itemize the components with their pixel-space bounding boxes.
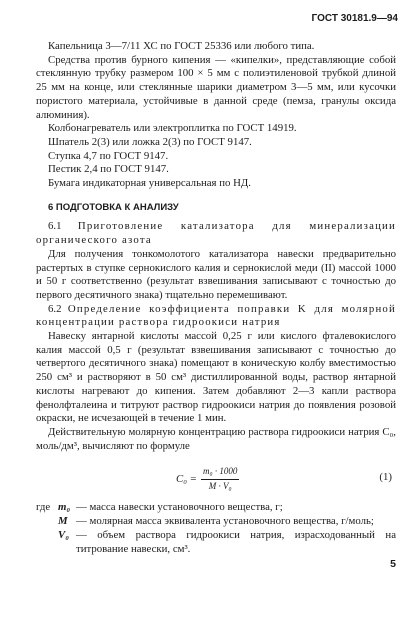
- paragraph-heater: Колбонагреватель или электроплитка по ГОСТ 14919.: [48, 122, 297, 135]
- subsection-title: Приготовление катализатора для минерализации органического азота: [36, 220, 396, 247]
- subsection-6-2-text: Навеску янтарной кислоты массой 0,25 г или кислого фталевокислого калия массой 0,5 г (результат взвешивания записывают с точностью до четвертого десятичного знака) помещают в коническую колбу вместимостью 250 см³ и растворяют в 50 см³ дистиллированной воды, раствор янтарной кислоты нагревают до кипения. Затем добавляют 2—3 капли раствора фенолфталеина и титруют раствор гидроокиси натрия до появления розовой окраски, не исчезающей в течение 1 мин.: [36, 330, 396, 425]
- formula: [176, 465, 239, 493]
- subsection-title: Определение коэффициента поправки K для молярной концентрации раствора гидроокиси натрия: [36, 302, 397, 329]
- standard-header: ГОСТ 30181.9—94: [311, 13, 398, 24]
- paragraph-indicator-paper: Бумага индикаторная универсальная по НД.: [48, 177, 251, 190]
- paragraph-mortar: Ступка 4,7 по ГОСТ 9147.: [48, 149, 169, 162]
- where-label: где: [36, 501, 51, 514]
- formula-numerator: m₀ · 1000: [201, 465, 239, 480]
- formula-number: (1): [379, 471, 392, 484]
- subsection-6-2-heading: [36, 303, 396, 330]
- definition-text: — объем раствора гидроокиси натрия, израсходованный на титрование навески, см³.: [76, 528, 396, 555]
- paragraph-dropper: Капельница 3—7/11 ХС по ГОСТ 25336 или любого типа.: [48, 40, 315, 52]
- subsection-6-1-text: Для получения тонкомолотого катализатора навески предварительно растертых в ступке сернокислого калия и сернокислой меди (II) массой 1000 и 50 г соответственно (результат взвешивания записывают с точностью до первого десятичного знака) тщательно перемешивают.: [36, 247, 396, 301]
- formula-lhs: C₀ =: [176, 472, 197, 485]
- paragraph-boiling-aids: Средства против бурного кипения — «кипелки», представляющие собой стеклянную трубку размером 100 × 5 мм с полиэтиленовой трубкой длиной 25 мм на конце, или стеклянные шарики диаметром 3—5 мм, или кусочки пористого материала, устойчивые в данной среде (пемза, гранулы оксида алюминия).: [36, 53, 396, 121]
- definition-row: [36, 501, 396, 515]
- definition-row: [36, 529, 396, 556]
- formula-fraction: [201, 465, 239, 493]
- formula-block: [36, 461, 396, 495]
- formula-denominator: M · V₀: [208, 481, 232, 492]
- definition-symbol: V₀: [58, 528, 69, 541]
- subsection-number: 6.2: [48, 302, 62, 315]
- definition-symbol: m₀: [58, 501, 71, 514]
- paragraph-spatula: Шпатель 2(3) или ложка 2(3) по ГОСТ 9147.: [48, 135, 252, 148]
- subsection-number: 6.1: [48, 220, 62, 233]
- paragraph-pestle: Пестик 2,4 по ГОСТ 9147.: [48, 163, 169, 176]
- definition-text: — молярная масса эквивалента установочного вещества, г/моль;: [76, 515, 374, 528]
- definition-text: — масса навески установочного вещества, г;: [76, 501, 283, 514]
- definition-row: [36, 515, 396, 529]
- formula-intro: Действительную молярную концентрацию раствора гидроокиси натрия C₀, моль/дм³, вычисляют по формуле: [36, 425, 396, 452]
- page-number: 5: [390, 558, 396, 570]
- variable-definitions: [36, 501, 396, 556]
- document-body: [36, 40, 396, 556]
- subsection-6-1-heading: [36, 220, 396, 247]
- section-heading: 6 ПОДГОТОВКА К АНАЛИЗУ: [48, 201, 179, 213]
- definition-symbol: M: [58, 515, 68, 528]
